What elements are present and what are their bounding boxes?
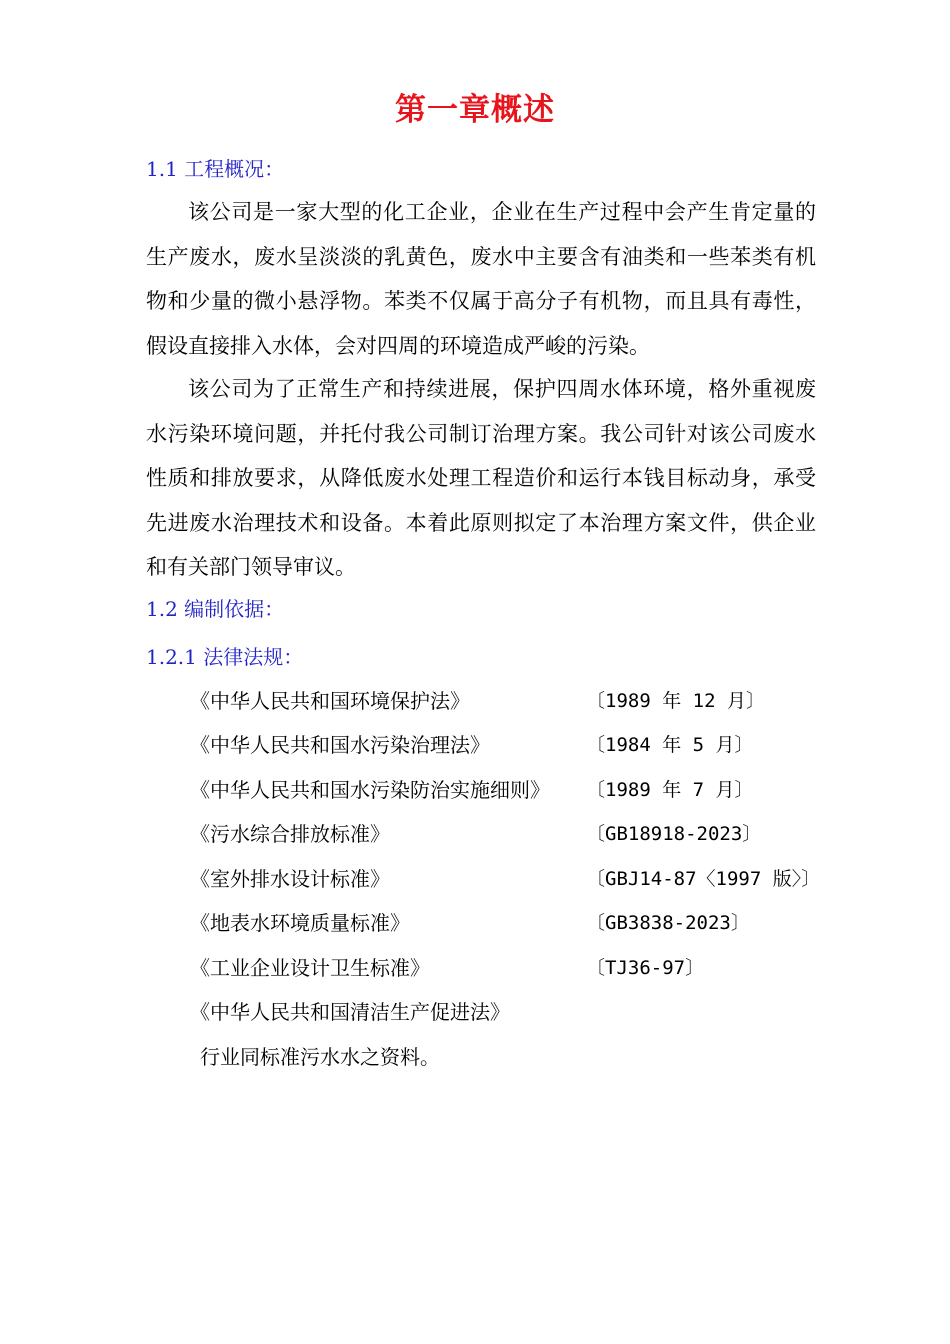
reference-row <box>190 775 850 805</box>
closing-line: 行业同标准污水水之资料。 <box>200 1045 440 1069</box>
paragraph-overview-1: 该公司是一家大型的化工企业，企业在生产过程中会产生肯定量的生产废水，废水呈淡淡的乳黄色，废水中主要含有油类和一些苯类有机物和少量的微小悬浮物。苯类不仅属于高分子有机物，而且具有毒性，假设直接排入水体，会对四周的环境造成严峻的污染。 <box>146 200 816 358</box>
reference-title: 《工业企业设计卫生标准》 <box>190 956 430 980</box>
reference-title: 《室外排水设计标准》 <box>190 867 390 891</box>
reference-date: 〔GBJ14-87〈1997 版〉〕 <box>586 868 821 890</box>
reference-date: 〔1989 年 7 月〕 <box>586 779 754 801</box>
reference-row <box>190 997 850 1027</box>
reference-row <box>190 864 850 894</box>
reference-title: 《污水综合排放标准》 <box>190 822 390 846</box>
section-heading-1-1: 1.1 工程概况： <box>146 157 285 181</box>
reference-row <box>190 730 850 760</box>
paragraph-overview-2: 该公司为了正常生产和持续进展，保护四周水体环境，格外重视废水污染环境问题，并托付我公司制订治理方案。我公司针对该公司废水性质和排放要求，从降低废水处理工程造价和运行本钱目标动身，承受先进废水治理技术和设备。本着此原则拟定了本治理方案文件，供企业和有关部门领导审议。 <box>146 377 816 579</box>
reference-title: 《中华人民共和国环境保护法》 <box>190 689 470 713</box>
reference-date: 〔GB18918-2023〕 <box>586 823 762 845</box>
reference-date: 〔GB3838-2023〕 <box>586 912 750 934</box>
reference-row <box>190 908 850 938</box>
section-heading-1-2-1: 1.2.1 法律法规： <box>146 645 304 669</box>
reference-title: 《中华人民共和国清洁生产促进法》 <box>190 1000 510 1024</box>
chapter-title: 第一章概述 <box>395 92 555 128</box>
reference-row <box>190 819 850 849</box>
reference-title: 《中华人民共和国水污染防治实施细则》 <box>190 778 550 802</box>
reference-title: 《地表水环境质量标准》 <box>190 911 410 935</box>
reference-row <box>190 686 850 716</box>
reference-date: 〔1984 年 5 月〕 <box>586 734 754 756</box>
reference-row <box>190 953 850 983</box>
reference-date: 〔TJ36-97〕 <box>586 957 705 979</box>
reference-date: 〔1989 年 12 月〕 <box>586 690 765 712</box>
reference-title: 《中华人民共和国水污染治理法》 <box>190 733 490 757</box>
section-heading-1-2: 1.2 编制依据： <box>146 597 285 621</box>
